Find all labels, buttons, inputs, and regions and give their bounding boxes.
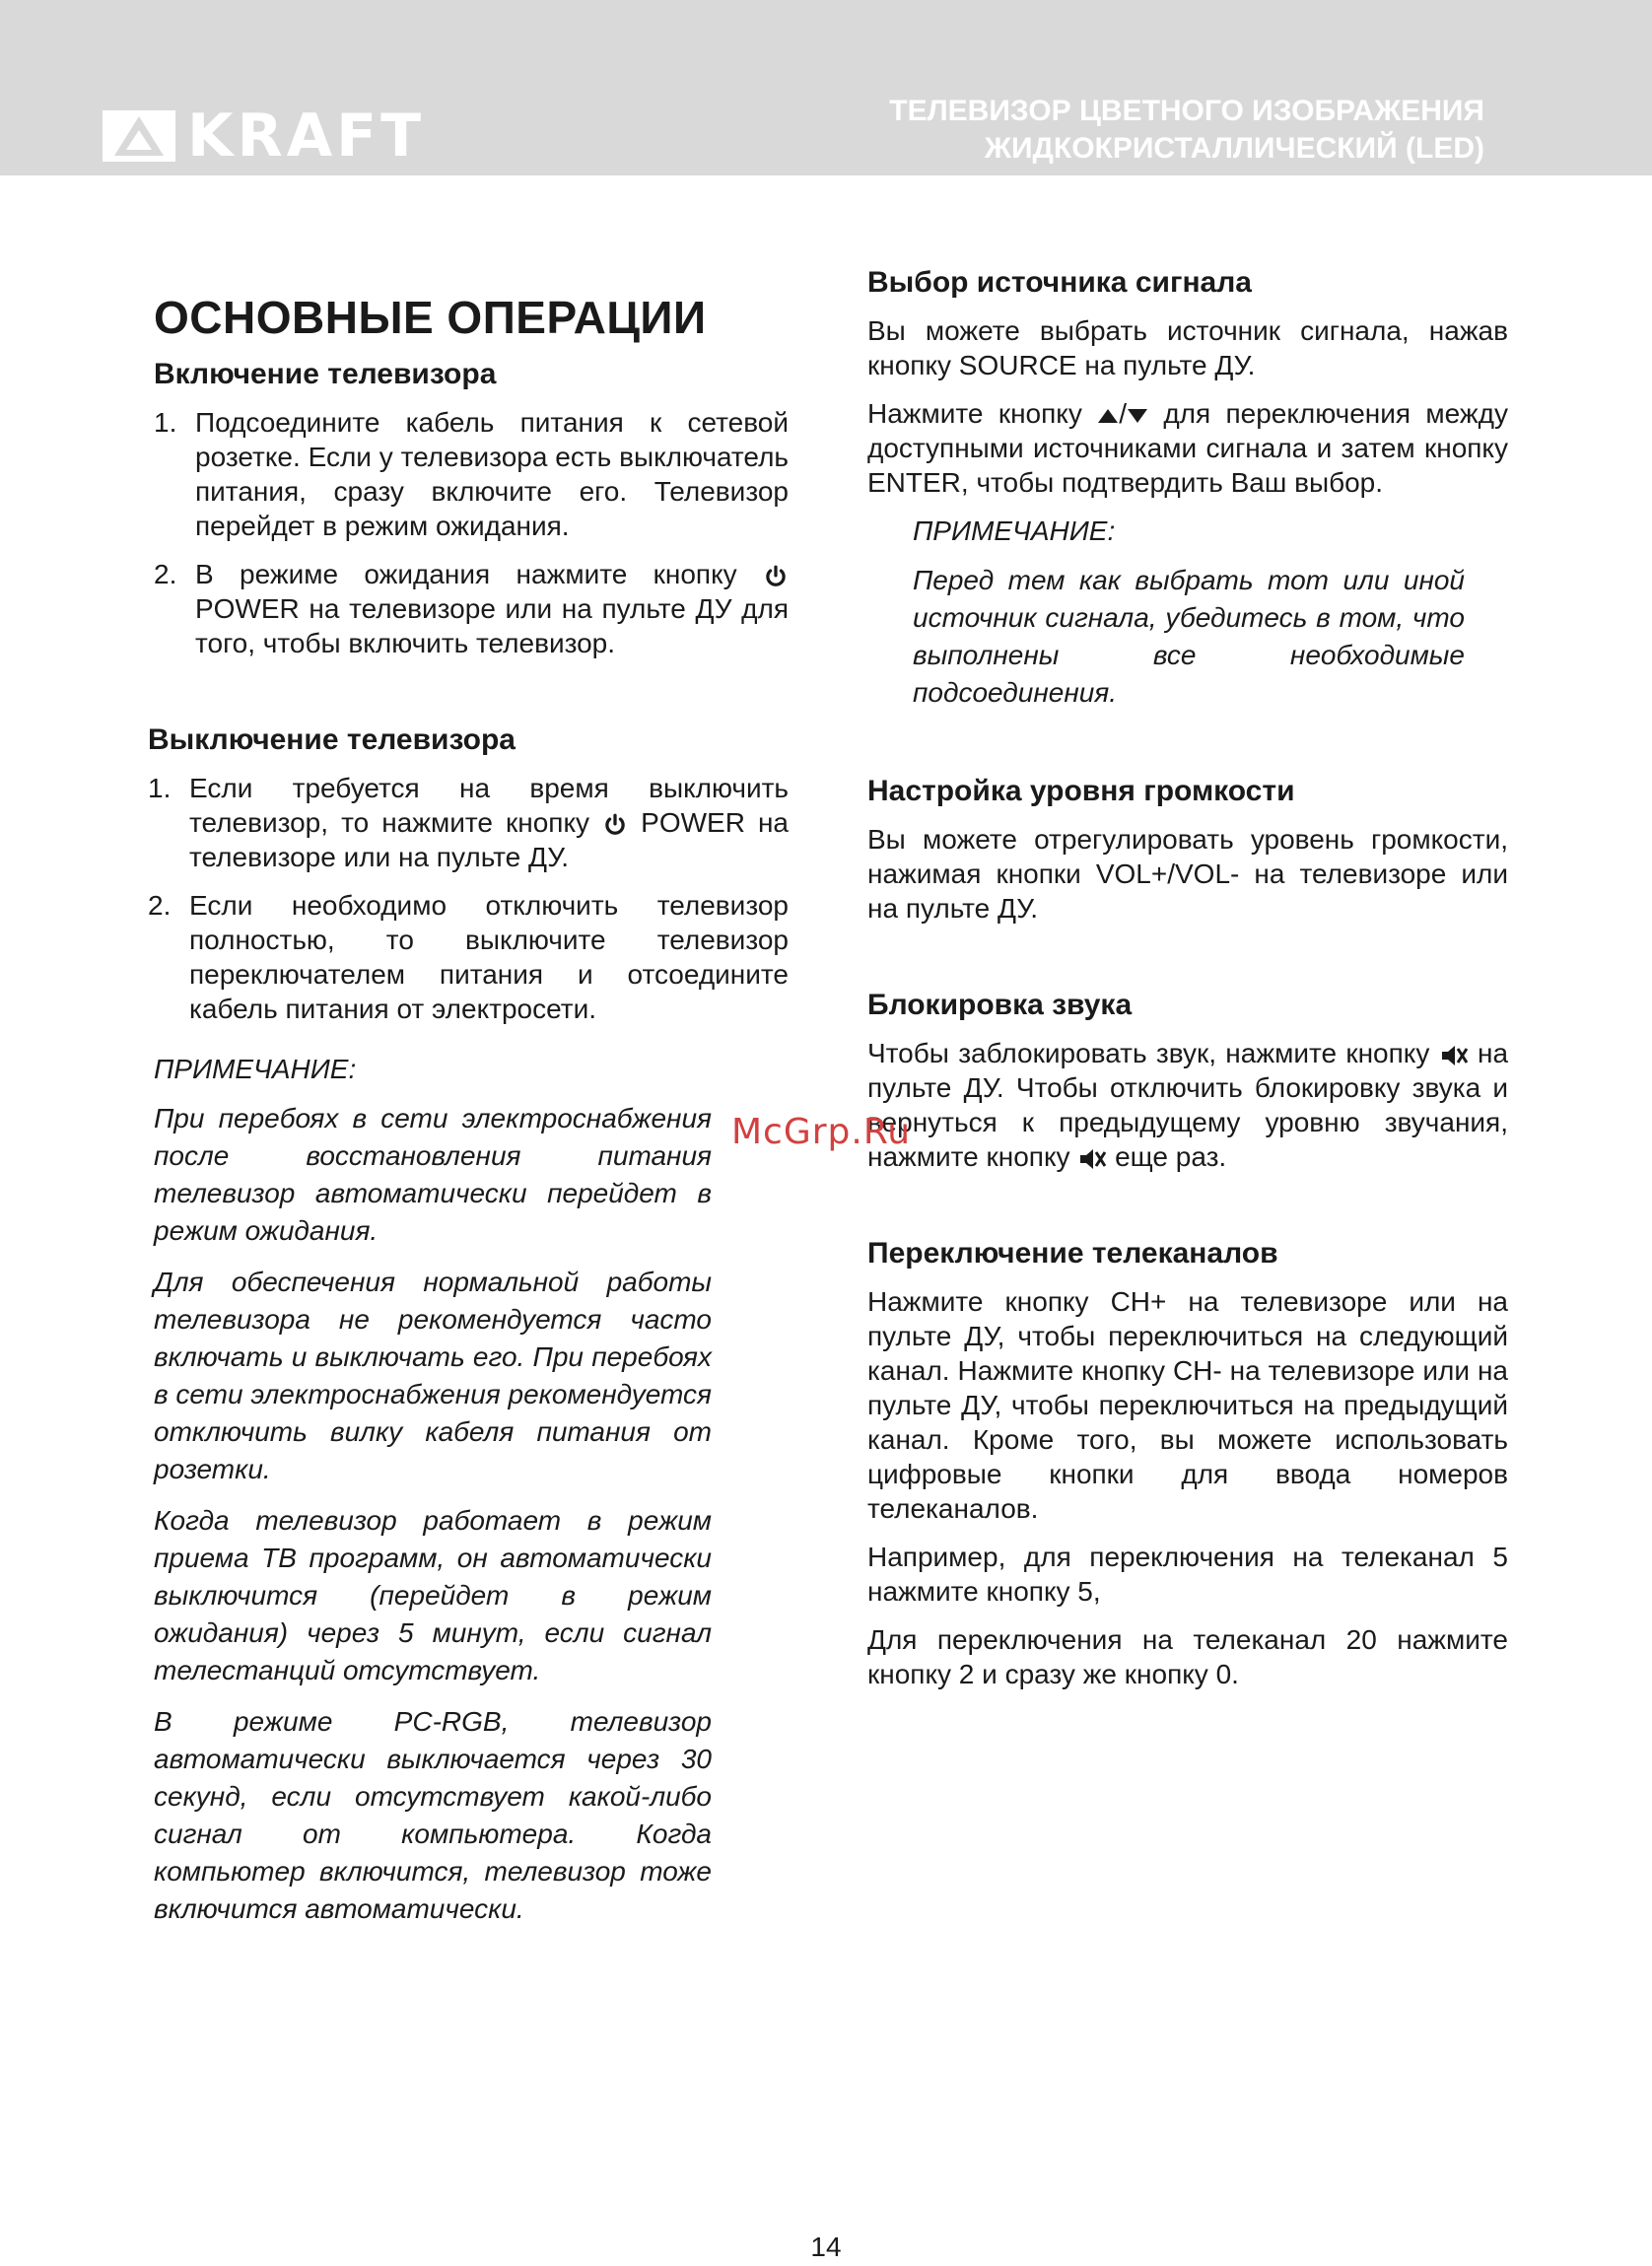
- brand-logo: [103, 102, 426, 171]
- list-number: 1.: [148, 773, 172, 803]
- mute-icon: [1077, 1146, 1107, 1172]
- text-part: еще раз.: [1115, 1141, 1227, 1172]
- watermark: McGrp.Ru: [731, 1112, 912, 1152]
- power-icon: [763, 564, 789, 589]
- left-column: [148, 291, 789, 1942]
- list-item: [148, 771, 789, 874]
- document-title-line2: ЖИДКОКРИСТАЛЛИЧЕСКИЙ (LED): [984, 132, 1484, 165]
- list-item: [148, 888, 789, 1026]
- list-number: 2.: [148, 890, 172, 921]
- list-text-part: POWER на телевизоре или на пульте ДУ.: [189, 807, 790, 872]
- document-title-line1: ТЕЛЕВИЗОР ЦВЕТНОГО ИЗОБРАЖЕНИЯ: [889, 95, 1484, 127]
- mute-text: [867, 1036, 1508, 1174]
- list-text: [189, 771, 789, 874]
- source-heading: Выбор источника сигнала: [867, 266, 1252, 299]
- list-text-part: POWER на телевизоре или на пульте ДУ для того, чтобы включить телевизор.: [195, 593, 789, 658]
- page-number: 14: [810, 2232, 842, 2262]
- power-on-heading: Включение телевизора: [154, 358, 497, 390]
- text-part: для переключения между доступными источниками сигнала и затем кнопку ENTER, чтобы подтвердить Ваш выбор.: [867, 398, 1508, 498]
- document-title: [889, 93, 1484, 168]
- brand-name: KRAFT: [187, 102, 426, 171]
- mute-icon: [1439, 1043, 1469, 1068]
- volume-text: Вы можете отрегулировать уровень громкости, нажимая кнопки VOL+/VOL- на телевизоре или на пульте ДУ.: [867, 824, 1508, 924]
- power-off-list: [148, 771, 789, 1026]
- source-navigation-text: Нажмите кнопку / для переключения между доступными источниками сигнала и затем кнопку ENTER, чтобы подтвердить Ваш выбор.: [867, 398, 1508, 498]
- list-number: 2.: [154, 559, 177, 589]
- note-label: ПРИМЕЧАНИЕ:: [154, 1054, 357, 1084]
- list-item: [154, 557, 789, 660]
- list-item: [154, 405, 789, 543]
- list-text: Подсоедините кабель питания к сетевой розетке. Если у телевизора есть выключатель питания, сразу включите его. Телевизор перейдет в режим ожидания.: [195, 407, 789, 541]
- down-arrow-icon: [1127, 407, 1148, 425]
- list-number: 1.: [154, 407, 177, 438]
- channels-heading: Переключение телеканалов: [867, 1237, 1278, 1270]
- note-label: ПРИМЕЧАНИЕ:: [913, 515, 1116, 546]
- list-text-part: В режиме ожидания нажмите кнопку: [195, 559, 737, 589]
- note-paragraph: При перебоях в сети электроснабжения после восстановления питания телевизор автоматически перейдет в режим ожидания.: [154, 1103, 712, 1246]
- list-text: [195, 557, 789, 660]
- power-icon: [602, 812, 628, 838]
- page-title: ОСНОВНЫЕ ОПЕРАЦИИ: [154, 292, 707, 343]
- mute-heading: Блокировка звука: [867, 989, 1133, 1021]
- note-paragraph: В режиме PC-RGB, телевизор автоматически выключается через 30 секунд, если отсутствует какой-либо сигнал от компьютера. Когда компьютер включится, телевизор тоже включится автоматически.: [154, 1706, 712, 1924]
- text-part: Чтобы заблокировать звук, нажмите кнопку: [867, 1038, 1430, 1068]
- note-paragraph: Когда телевизор работает в режим приема ТВ программ, он автоматически выключится (перейдет в режим ожидания) через 5 минут, если сигнал телестанций отсутствует.: [154, 1505, 712, 1685]
- channels-text: Нажмите кнопку CH+ на телевизоре или на пульте ДУ, чтобы переключиться на следующий канал. Нажмите кнопку CH- на телевизоре или на пульте ДУ, чтобы переключиться на предыдущий канал. Кроме того, вы можете использовать цифровые кнопки для ввода номеров телеканалов.: [867, 1286, 1508, 1524]
- note-paragraph: Для обеспечения нормальной работы телевизора не рекомендуется часто включать и выключать его. При перебоях в сети электроснабжения рекомендуется отключить вилку кабеля питания от розетки.: [154, 1267, 713, 1484]
- list-text-part: Если требуется на время выключить телевизор, то нажмите кнопку: [189, 773, 789, 838]
- volume-heading: Настройка уровня громкости: [867, 775, 1295, 807]
- note-paragraph: Перед тем как выбрать тот или иной источник сигнала, убедитесь в том, что выполнены все необходимые подсоединения.: [913, 565, 1465, 708]
- channels-example-2: Для переключения на телеканал 20 нажмите кнопку 2 и сразу же кнопку 0.: [867, 1624, 1508, 1689]
- kraft-logo-icon: [103, 110, 175, 162]
- up-arrow-icon: [1097, 407, 1119, 425]
- channels-example: Например, для переключения на телеканал 5 нажмите кнопку 5,: [867, 1542, 1508, 1607]
- right-column: [867, 266, 1508, 1705]
- source-text: Вы можете выбрать источник сигнала, нажав кнопку SOURCE на пульте ДУ.: [867, 315, 1508, 380]
- page-header: [0, 0, 1652, 175]
- text-part: на пульте ДУ. Чтобы отключить блокировку звука и вернуться к предыдущему уровню звучания, нажмите кнопку: [867, 1038, 1509, 1172]
- text-part: Нажмите кнопку: [867, 398, 1082, 429]
- power-off-heading: Выключение телевизора: [148, 723, 516, 756]
- list-text: Если необходимо отключить телевизор полностью, то выключите телевизор переключателем питания и отсоедините кабель питания от электросети.: [189, 890, 789, 1024]
- power-on-list: [154, 405, 789, 660]
